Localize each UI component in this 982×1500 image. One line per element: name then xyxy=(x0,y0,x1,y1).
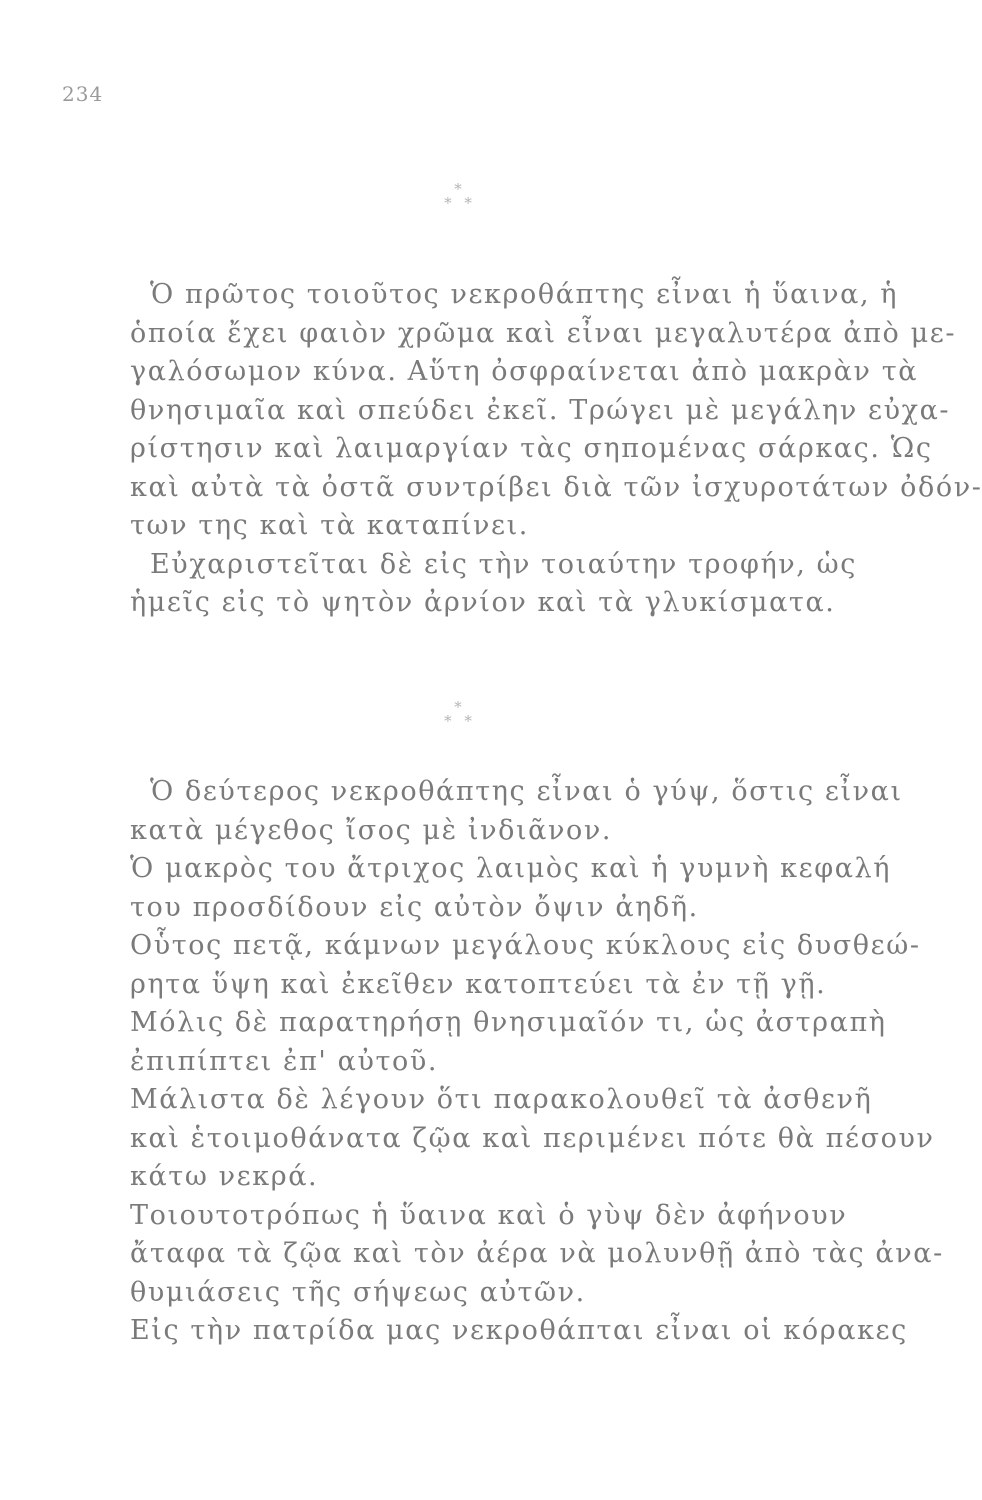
text-line: του προσδίδουν εἰς αὐτὸν ὄψιν ἀηδῆ. xyxy=(130,891,699,923)
text-line: ἐπιπίπτει ἐπ' αὐτοῦ. xyxy=(130,1045,439,1077)
asterism-star-top: * xyxy=(454,698,462,716)
section-vulture xyxy=(130,773,944,1351)
text-line: γαλόσωμον κύνα. Αὕτη ὀσφραίνεται ἀπὸ μακρὰν τὰ xyxy=(130,356,919,387)
text-line: Μάλιστα δὲ λέγουν ὅτι παρακολουθεῖ τὰ ἀσθενῆ xyxy=(130,1084,873,1115)
text-line: καὶ ἑτοιμοθάνατα ζῷα καὶ περιμένει πότε θὰ πέσουν xyxy=(130,1122,935,1154)
text-line: των της καὶ τὰ καταπίνει. xyxy=(130,510,529,541)
text-line: θνησιμαῖα καὶ σπεύδει ἐκεῖ. Τρώγει μὲ μεγάλην εὐχα- xyxy=(130,394,951,426)
text-line: ρίστησιν καὶ λαιμαργίαν τὰς σηπομένας σάρκας. Ὡς xyxy=(130,433,933,464)
text-line: Οὗτος πετᾷ, κάμνων μεγάλους κύκλους εἰς δυσθεώ- xyxy=(130,930,921,961)
asterism-star-top: * xyxy=(454,180,462,198)
text-line: ρητα ὕψη καὶ ἐκεῖθεν κατοπτεύει τὰ ἐν τῇ γῇ. xyxy=(130,968,827,1000)
text-line: Ὁ μακρὸς του ἄτριχος λαιμὸς καὶ ἡ γυμνὴ κεφαλή xyxy=(130,853,892,884)
text-line: ἡμεῖς εἰς τὸ ψητὸν ἀρνίον καὶ τὰ γλυκίσματα. xyxy=(130,587,836,618)
text-line: Εὐχαριστεῖται δὲ εἰς τὴν τοιαύτην τροφήν, ὡς xyxy=(150,548,857,580)
text-line: καὶ αὐτὰ τὰ ὀστᾶ συντρίβει διὰ τῶν ἰσχυροτάτων ὀδόν- xyxy=(130,471,982,503)
asterism-stars-bottom: * * xyxy=(444,194,472,212)
text-line: ἄταφα τὰ ζῷα καὶ τὸν ἀέρα νὰ μολυνθῇ ἀπὸ τὰς ἀνα- xyxy=(130,1238,944,1269)
text-line: Μόλις δὲ παρατηρήσῃ θνησιμαῖόν τι, ὡς ἀστραπὴ xyxy=(130,1007,887,1038)
text-line: κατὰ μέγεθος ἴσος μὲ ἰνδιᾶνον. xyxy=(130,814,613,846)
text-line: Τοιουτοτρόπως ἡ ὕαινα καὶ ὁ γὺψ δὲν ἀφήνουν xyxy=(130,1199,848,1231)
text-line: Εἰς τὴν πατρίδα μας νεκροθάπται εἶναι οἱ κόρακες xyxy=(130,1315,908,1346)
asterism-divider-2 xyxy=(0,700,916,728)
section-hyena xyxy=(130,276,982,623)
asterism-stars-bottom: * * xyxy=(444,712,472,730)
text-line: ὁποία ἔχει φαιὸν χρῶμα καὶ εἶναι μεγαλυτέρα ἀπὸ με- xyxy=(130,317,957,349)
page-number: 234 xyxy=(62,82,104,106)
text-line: κάτω νεκρά. xyxy=(130,1161,319,1192)
asterism-divider-1 xyxy=(0,182,916,210)
text-line: Ὁ δεύτερος νεκροθάπτης εἶναι ὁ γύψ, ὅστις εἶναι xyxy=(150,776,903,807)
text-line: θυμιάσεις τῆς σήψεως αὐτῶν. xyxy=(130,1276,586,1308)
text-line: Ὁ πρῶτος τοιοῦτος νεκροθάπτης εἶναι ἡ ὕαινα, ἡ xyxy=(150,279,899,310)
